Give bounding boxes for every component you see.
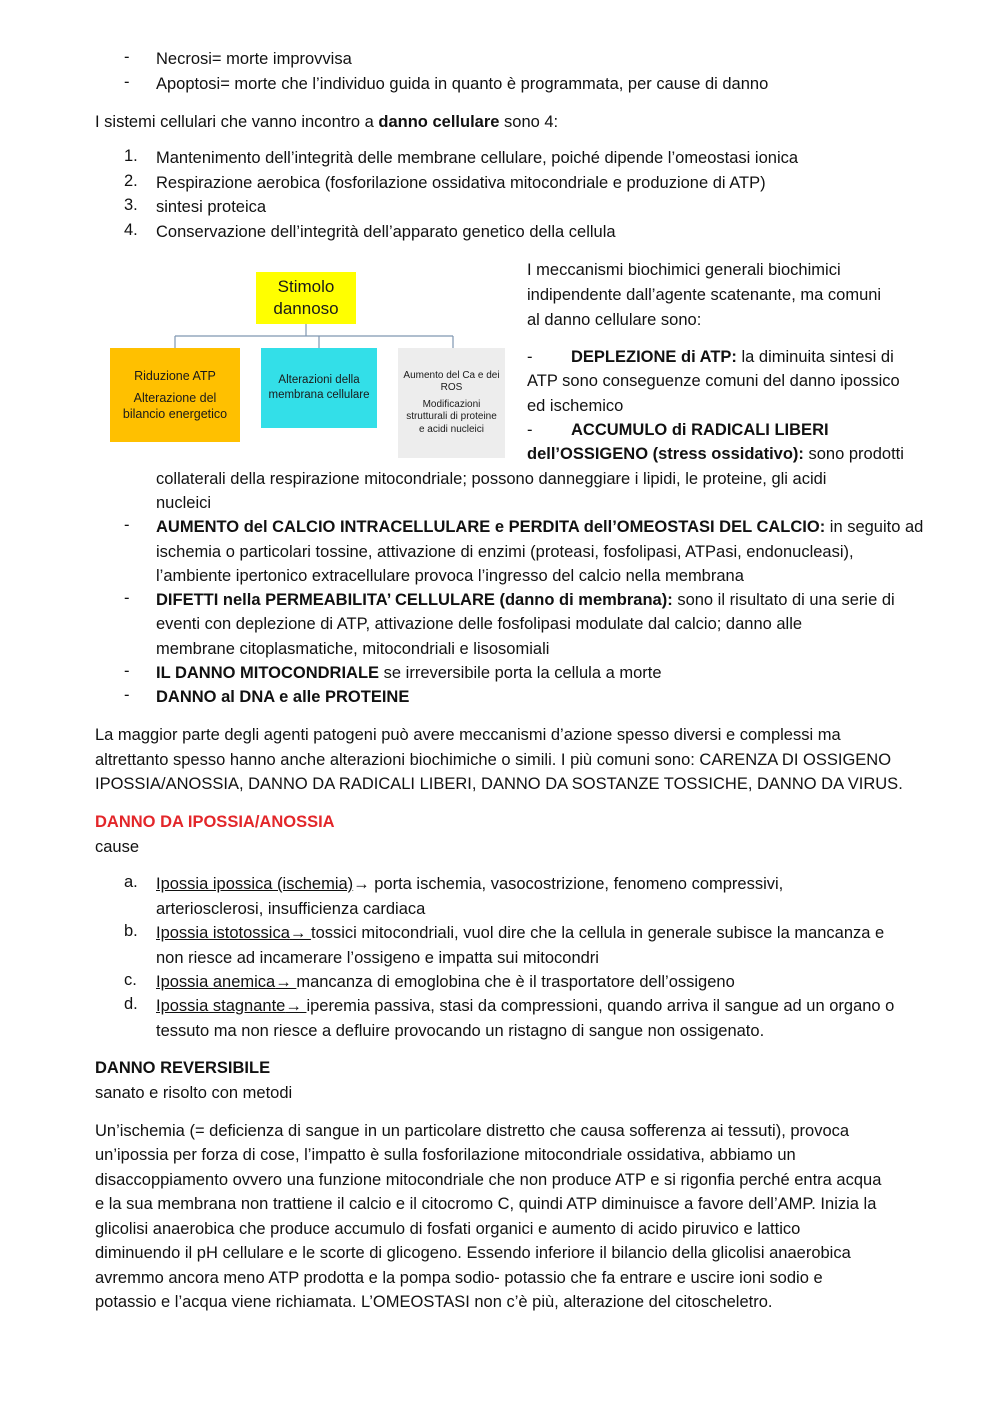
paragraph-line: IPOSSIA/ANOSSIA, DANNO DA RADICALI LIBERI, DANNO DA SOSTANZE TOSSICHE, DANNO DA VIRUS. (95, 775, 903, 793)
mechanism-ros-title: ACCUMULO di RADICALI LIBERI (571, 421, 829, 439)
paragraph-line: Un’ischemia (= deficienza di sangue in un particolare distretto che causa sofferenza ai tessuti), provoca (95, 1122, 850, 1140)
mechanism-membrane-line: membrane citoplasmatiche, mitocondriali e lisosomiali (156, 640, 550, 658)
damage-diagram (108, 268, 508, 468)
paragraph-line: un’ipossia per forza di cose, l’impatto è sulla fosforilazione mitocondriale ossidativa, abbiamo un (95, 1146, 796, 1164)
list-dash: - (527, 421, 533, 439)
section-subheading: cause (95, 838, 140, 856)
side-text-line: indipendente dall’agente scatenante, ma comuni (527, 286, 882, 304)
list-letter: b. (124, 922, 138, 940)
hypoxia-item-line: tessuto ma non riesce a defluire provocando un ristagno di sangue non ossigenato. (156, 1022, 765, 1040)
list-dash: - (527, 348, 533, 366)
paragraph-line: diminuendo il pH cellulare e le scorte di glicogeno. Essendo inferiore il bilancio della glicolisi anaerobica (95, 1244, 851, 1262)
mechanism-atp: DEPLEZIONE di ATP: la diminuita sintesi di (571, 348, 894, 366)
list-item: Mantenimento dell’integrità delle membrane cellulare, poiché dipende l’omeostasi ionica (156, 149, 799, 167)
side-text-line: I meccanismi biochimici generali biochimici (527, 261, 841, 279)
paragraph-line: glicolisi anaerobica che produce accumulo di fosfati organici e aumento di acido piruvico e lattico (95, 1220, 801, 1238)
list-letter: a. (124, 873, 138, 891)
mechanism-calcium: AUMENTO del CALCIO INTRACELLULARE e PERDITA dell’OMEOSTASI DEL CALCIO: in seguito ad (156, 518, 924, 536)
diagram-root-stimolo: Stimolo dannoso (256, 272, 356, 324)
intro-paragraph: I sistemi cellulari che vanno incontro a danno cellulare sono 4: (95, 113, 559, 131)
list-dash: - (124, 48, 130, 66)
paragraph-line: altrettanto spesso hanno anche alterazioni biochimiche o simili. I più comuni sono: CARENZA DI OSSIGENO (95, 751, 892, 769)
arrow-icon: → (353, 875, 370, 893)
paragraph-line: La maggior parte degli agenti patogeni può avere meccanismi d’azione spesso diversi e complessi ma (95, 726, 841, 744)
paragraph-line: disaccoppiamento ovvero una funzione mitocondriale che non produce ATP e si rigonfia perché entra acqua (95, 1171, 882, 1189)
hypoxia-item: Ipossia istotossica→ tossici mitocondriali, vuol dire che la cellula in generale subisce la mancanza e (156, 924, 885, 942)
hypoxia-item: Ipossia ipossica (ischemia)→ porta ischemia, vasocostrizione, fenomeno compressivi, (156, 875, 784, 893)
mechanism-membrane: DIFETTI nella PERMEABILITA’ CELLULARE (danno di membrana): sono il risultato di una serie di (156, 591, 895, 609)
hypoxia-item: Ipossia stagnante→ iperemia passiva, stasi da compressioni, quando arriva il sangue ad un organo o (156, 997, 895, 1015)
list-dash: - (124, 589, 130, 607)
list-item: Respirazione aerobica (fosforilazione ossidativa mitocondriale e produzione di ATP) (156, 174, 766, 192)
diagram-box-riduzione-atp: Riduzione ATP Alterazione del bilancio energetico (110, 348, 240, 442)
list-item: Necrosi= morte improvvisa (156, 50, 352, 68)
mechanism-ros-line: collaterali della respirazione mitocondriale; possono danneggiare i lipidi, le proteine, gli acidi (156, 470, 827, 488)
list-item: Conservazione dell’integrità dell’apparato genetico della cellula (156, 223, 616, 241)
paragraph-line: avremmo ancora meno ATP prodotta e la pompa sodio- potassio che fa entrare e uscire ioni sodio e (95, 1269, 823, 1287)
hypoxia-item: Ipossia anemica→ mancanza di emoglobina che è il trasportatore dell’ossigeno (156, 973, 735, 991)
hypoxia-item-line: arteriosclerosi, insufficienza cardiaca (156, 900, 426, 918)
mechanism-ros-line: nucleici (156, 494, 212, 512)
diagram-box-membrana: Alterazioni della membrana cellulare (261, 348, 377, 428)
list-number: 4. (124, 221, 138, 239)
list-dash: - (124, 662, 130, 680)
list-letter: d. (124, 995, 138, 1013)
mechanism-mito: IL DANNO MITOCONDRIALE se irreversibile porta la cellula a morte (156, 664, 662, 682)
arrow-icon: → (275, 973, 297, 991)
list-letter: c. (124, 971, 137, 989)
mechanism-dna: DANNO al DNA e alle PROTEINE (156, 688, 410, 706)
arrow-icon: → (289, 924, 311, 942)
list-dash: - (124, 686, 130, 704)
list-item: Apoptosi= morte che l’individuo guida in quanto è programmata, per cause di danno (156, 75, 769, 93)
mechanism-calcium-line: ischemia o particolari tossine, attivazione di enzimi (proteasi, fosfolipasi, ATPasi, endonucleasi), (156, 543, 854, 561)
mechanism-membrane-line: eventi con deplezione di ATP, attivazione delle fosfolipasi modulate dal calcio; danno alle (156, 615, 803, 633)
list-number: 3. (124, 196, 138, 214)
paragraph-line: potassio e l’acqua viene richiamata. L’OMEOSTASI non c’è più, alterazione del citoscheletro. (95, 1293, 773, 1311)
list-dash: - (124, 516, 130, 534)
paragraph-line: e la sua membrana non trattiene il calcio e il citocromo C, quindi ATP diminuisce a favore dell’AMP. Inizia la (95, 1195, 877, 1213)
list-number: 2. (124, 172, 138, 190)
section-heading-reversible: DANNO REVERSIBILE (95, 1059, 271, 1077)
section-heading-hypoxia: DANNO DA IPOSSIA/ANOSSIA (95, 813, 335, 831)
mechanism-atp-line: ATP sono conseguenze comuni del danno ipossico (527, 372, 900, 390)
hypoxia-item-line: non riesce ad incamerare l’ossigeno e impatta sui mitocondri (156, 949, 599, 967)
list-item: sintesi proteica (156, 198, 267, 216)
section-subheading: sanato e risolto con metodi (95, 1084, 293, 1102)
list-number: 1. (124, 147, 138, 165)
mechanism-calcium-line: l’ambiente ipertonico extracellulare provoca l’ingresso del calcio nella membrana (156, 567, 744, 585)
diagram-box-calcio-ros: Aumento del Ca e dei ROS Modificazioni strutturali di proteine e acidi nucleici (398, 348, 505, 458)
mechanism-atp-line: ed ischemico (527, 397, 624, 415)
mechanism-ros: dell’OSSIGENO (stress ossidativo): sono prodotti (527, 445, 904, 463)
side-text-line: al danno cellulare sono: (527, 311, 702, 329)
arrow-icon: → (285, 997, 307, 1015)
list-dash: - (124, 73, 130, 91)
